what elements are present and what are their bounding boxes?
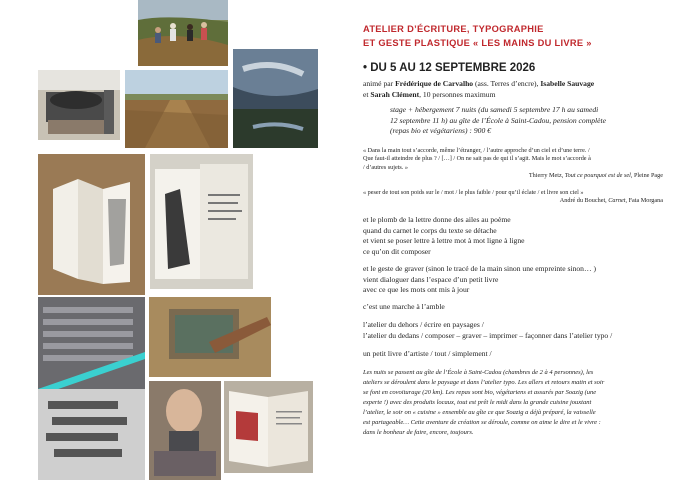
poem-stanza-3: c’est une marche à l’amble bbox=[363, 302, 445, 311]
title-line-2: ET GESTE PLASTIQUE « LES MAINS DU LIVRE » bbox=[363, 38, 592, 48]
quote-metz: « Dans la main tout s’accorde, même l’étranger, / l’autre approche d’un ciel et d’une terre. / Que faut-il atteindre de plus ? / […] / On ne sait pas de qui il s’agit. Mais le mot s’accorde à / d’autres sujets. » Thierry Metz, Tout ce pourquoi est de sel, Pleine Page bbox=[363, 147, 663, 180]
page-title bbox=[363, 22, 663, 50]
animators: animé par Frédérique de Carvalho (ass. Terres d’encre), Isabelle Sauvage et Sarah Clément, 10 personnes maximum bbox=[363, 79, 595, 99]
poem-stanza-1: et le plomb de la lettre donne des ailes au poème quand du carnet le corps du texte se détache et vient se poser lettre à lettre mot à mot ligne à ligne ce qu’on dit composer bbox=[363, 215, 525, 256]
photo-open-book bbox=[224, 381, 313, 473]
photo-book-engraving bbox=[150, 154, 253, 289]
photo-stormy-sky bbox=[233, 49, 318, 148]
poem-stanza-4: l’atelier du dehors / écrire en paysages / l’atelier du dedans / composer – graver – imprimer – façonner dans l’atelier typo / bbox=[363, 320, 613, 340]
closing-paragraph: Les nuits se passent au gîte de l’École à Saint-Cadou (chambres de 2 à 4 personnes), les ateliers se déroulent dans le paysage et dans l’atelier typo. Les allers et retours matin et soir se font en covoiturage (20 km). Les repas sont bio, végétariens et assurés par Soazig (une experte !) avec des produits locaux, tout est prêt le midi dans la grande cuisine jouxtant l’atelier, le soir on « cuisine » ensemble au gîte ce que Soazig a déjà préparé, la vaisselle est partageable… Cette aventure de création se déroule, comme on aime le dire et le vivre : dans le bonheur de faire, encore, toujours. bbox=[363, 369, 605, 436]
photo-printing-press bbox=[38, 70, 120, 140]
photo-hands-composing bbox=[149, 381, 221, 480]
photo-people-in-field bbox=[138, 0, 228, 66]
stay-info: stage + hébergement 7 nuits (du samedi 5 septembre 17 h au samedi 12 septembre 11 h) au gîte de l’École à Saint-Cadou, pension complète (repas bio et végétariens) : 900 € bbox=[390, 105, 606, 136]
photo-inked-block bbox=[149, 297, 271, 377]
photo-lead-type bbox=[38, 297, 145, 389]
poem-stanza-2: et le geste de graver (sinon le tracé de la main sinon une empreinte sinon… ) vient dialoguer dans l’espace d’un petit livre avec ce que les mots ont mis à jour bbox=[363, 264, 597, 295]
photo-field-path bbox=[125, 70, 228, 148]
event-dates: • DU 5 AU 12 SEPTEMBRE 2026 bbox=[363, 62, 536, 74]
animator-name-2: Isabelle Sauvage bbox=[540, 79, 595, 88]
photo-folded-book bbox=[38, 154, 145, 295]
photo-type-letters bbox=[38, 389, 145, 480]
quote-metz-source: Thierry Metz, Tout ce pourquoi est de sel, Pleine Page bbox=[528, 172, 663, 180]
quote-bouchet: « peser de tout son poids sur le / mot / le plus faible / pour qu’il éclate / et livre son ciel » André du Bouchet, Carnet, Fata Morgana bbox=[363, 189, 663, 205]
animator-name-3: Sarah Clément bbox=[370, 89, 420, 99]
poem-stanza-5: un petit livre d’artiste / tout / simplement / bbox=[363, 349, 492, 358]
animator-name-1: Frédérique de Carvalho bbox=[395, 79, 474, 88]
quote-bouchet-source: André du Bouchet, Carnet, Fata Morgana bbox=[559, 197, 663, 205]
title-line-1: ATELIER D’ÉCRITURE, TYPOGRAPHIE bbox=[363, 24, 544, 34]
